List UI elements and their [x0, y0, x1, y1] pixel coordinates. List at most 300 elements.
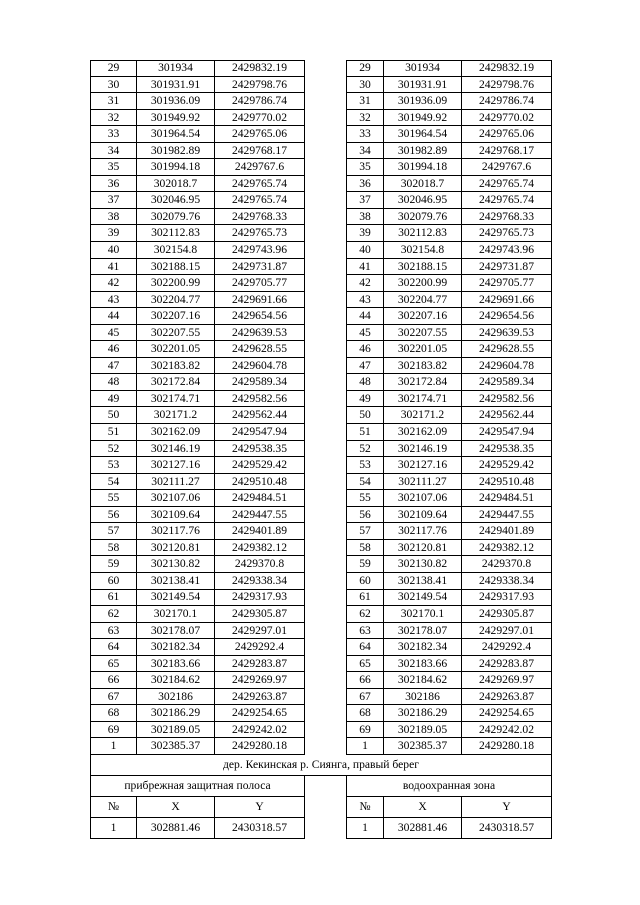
y-coordinate-right: 2429292.4 — [462, 639, 552, 656]
y-coordinate-right: 2429770.02 — [462, 110, 552, 127]
y-coordinate-left: 2429604.78 — [215, 358, 305, 375]
column-gap — [305, 176, 346, 193]
column-gap — [305, 623, 346, 640]
column-header-row — [90, 797, 552, 818]
point-number-right: 52 — [346, 441, 384, 458]
x-coordinate-right: 302172.84 — [384, 374, 462, 391]
point-number-right: 34 — [346, 143, 384, 160]
column-gap — [305, 391, 346, 408]
point-number-left: 66 — [90, 672, 137, 689]
point-number-right: 41 — [346, 259, 384, 276]
coordinates-document — [90, 60, 552, 839]
point-number-left: 64 — [90, 639, 137, 656]
column-gap — [305, 292, 346, 309]
final-num-left: 1 — [90, 818, 137, 839]
point-number-right: 67 — [346, 689, 384, 706]
x-coordinate-right: 302127.16 — [384, 457, 462, 474]
x-coordinate-right: 302154.8 — [384, 242, 462, 259]
y-coordinate-right: 2429604.78 — [462, 358, 552, 375]
column-gap — [305, 523, 346, 540]
column-gap — [305, 325, 346, 342]
y-coordinate-left: 2429765.06 — [215, 126, 305, 143]
x-coordinate-right: 302130.82 — [384, 556, 462, 573]
y-coordinate-left: 2429786.74 — [215, 93, 305, 110]
table-row — [90, 474, 552, 491]
column-gap — [305, 424, 346, 441]
y-coordinate-left: 2429798.76 — [215, 77, 305, 94]
column-gap — [305, 275, 346, 292]
x-coordinate-left: 302207.16 — [137, 308, 215, 325]
y-coordinate-left: 2429768.33 — [215, 209, 305, 226]
point-number-right: 45 — [346, 325, 384, 342]
point-number-left: 61 — [90, 590, 137, 607]
x-coordinate-right: 302183.66 — [384, 656, 462, 673]
point-number-right: 64 — [346, 639, 384, 656]
x-coordinate-left: 302079.76 — [137, 209, 215, 226]
x-coordinate-left: 301982.89 — [137, 143, 215, 160]
column-gap — [305, 225, 346, 242]
table-row — [90, 573, 552, 590]
table-row — [90, 325, 552, 342]
point-number-right: 42 — [346, 275, 384, 292]
point-number-right: 60 — [346, 573, 384, 590]
point-number-left: 43 — [90, 292, 137, 309]
y-coordinate-right: 2429786.74 — [462, 93, 552, 110]
table-row — [90, 556, 552, 573]
y-coordinate-right: 2429547.94 — [462, 424, 552, 441]
column-gap — [305, 209, 346, 226]
column-gap — [305, 358, 346, 375]
x-coordinate-right: 302188.15 — [384, 259, 462, 276]
point-number-left: 36 — [90, 176, 137, 193]
x-coordinate-right: 302182.34 — [384, 639, 462, 656]
point-number-right: 65 — [346, 656, 384, 673]
y-coordinate-right: 2429283.87 — [462, 656, 552, 673]
y-coordinate-left: 2429283.87 — [215, 656, 305, 673]
x-coordinate-right: 302149.54 — [384, 590, 462, 607]
point-number-left: 32 — [90, 110, 137, 127]
point-number-left: 33 — [90, 126, 137, 143]
x-coordinate-right: 301949.92 — [384, 110, 462, 127]
x-coordinate-left: 302182.34 — [137, 639, 215, 656]
point-number-right: 50 — [346, 407, 384, 424]
point-number-right: 49 — [346, 391, 384, 408]
point-number-left: 54 — [90, 474, 137, 491]
point-number-left: 50 — [90, 407, 137, 424]
y-coordinate-left: 2429447.55 — [215, 507, 305, 524]
table-row — [90, 77, 552, 94]
final-row — [90, 818, 552, 839]
x-coordinate-left: 302117.76 — [137, 523, 215, 540]
y-coordinate-left: 2429639.53 — [215, 325, 305, 342]
y-header-right: Y — [462, 797, 552, 818]
column-gap — [305, 722, 346, 739]
point-number-right: 62 — [346, 606, 384, 623]
x-coordinate-left: 301949.92 — [137, 110, 215, 127]
table-row — [90, 705, 552, 722]
x-coordinate-left: 302184.62 — [137, 672, 215, 689]
point-number-left: 53 — [90, 457, 137, 474]
point-number-left: 52 — [90, 441, 137, 458]
y-coordinate-right: 2429338.34 — [462, 573, 552, 590]
y-coordinate-left: 2429770.02 — [215, 110, 305, 127]
column-gap — [305, 705, 346, 722]
table-row — [90, 292, 552, 309]
y-coordinate-left: 2429765.74 — [215, 176, 305, 193]
y-coordinate-right: 2429765.73 — [462, 225, 552, 242]
point-number-right: 46 — [346, 341, 384, 358]
x-coordinate-left: 302162.09 — [137, 424, 215, 441]
point-number-right: 54 — [346, 474, 384, 491]
point-number-right: 55 — [346, 490, 384, 507]
y-coordinate-left: 2429547.94 — [215, 424, 305, 441]
y-coordinate-right: 2429798.76 — [462, 77, 552, 94]
column-gap — [305, 192, 346, 209]
point-number-left: 55 — [90, 490, 137, 507]
x-coordinate-right: 302207.55 — [384, 325, 462, 342]
table-row — [90, 341, 552, 358]
table-row — [90, 722, 552, 739]
y-coordinate-right: 2429263.87 — [462, 689, 552, 706]
point-number-right: 30 — [346, 77, 384, 94]
x-coordinate-left: 302174.71 — [137, 391, 215, 408]
table-row — [90, 259, 552, 276]
y-coordinate-right: 2429768.17 — [462, 143, 552, 160]
y-coordinate-left: 2429731.87 — [215, 259, 305, 276]
y-coordinate-left: 2429589.34 — [215, 374, 305, 391]
point-number-right: 63 — [346, 623, 384, 640]
x-coordinate-right: 302046.95 — [384, 192, 462, 209]
x-coordinate-left: 302146.19 — [137, 441, 215, 458]
table-row — [90, 391, 552, 408]
column-gap — [305, 573, 346, 590]
y-coordinate-left: 2429765.73 — [215, 225, 305, 242]
y-coordinate-left: 2429401.89 — [215, 523, 305, 540]
point-number-left: 29 — [90, 60, 137, 77]
column-gap — [305, 110, 346, 127]
table-row — [90, 143, 552, 160]
x-coordinate-right: 301931.91 — [384, 77, 462, 94]
point-number-left: 49 — [90, 391, 137, 408]
point-number-left: 59 — [90, 556, 137, 573]
point-number-right: 33 — [346, 126, 384, 143]
num-header-left: № — [90, 797, 137, 818]
column-gap — [305, 738, 346, 755]
table-row — [90, 457, 552, 474]
table-row — [90, 159, 552, 176]
x-coordinate-right: 302201.05 — [384, 341, 462, 358]
x-coordinate-left: 302172.84 — [137, 374, 215, 391]
column-gap — [305, 656, 346, 673]
y-coordinate-right: 2429280.18 — [462, 738, 552, 755]
table-row — [90, 407, 552, 424]
x-coordinate-left: 302186 — [137, 689, 215, 706]
point-number-right: 48 — [346, 374, 384, 391]
point-number-left: 1 — [90, 738, 137, 755]
point-number-right: 36 — [346, 176, 384, 193]
table-row — [90, 590, 552, 607]
table-row — [90, 308, 552, 325]
y-coordinate-right: 2429447.55 — [462, 507, 552, 524]
y-coordinate-right: 2429654.56 — [462, 308, 552, 325]
y-coordinate-left: 2429705.77 — [215, 275, 305, 292]
table-row — [90, 93, 552, 110]
section-title: дер. Кекинская р. Сиянга, правый берег — [90, 755, 552, 776]
table-row — [90, 60, 552, 77]
x-coordinate-left: 302046.95 — [137, 192, 215, 209]
column-gap — [305, 540, 346, 557]
x-coordinate-left: 302149.54 — [137, 590, 215, 607]
point-number-left: 56 — [90, 507, 137, 524]
section-title-row — [90, 755, 552, 776]
x-coordinate-left: 302127.16 — [137, 457, 215, 474]
y-coordinate-left: 2429292.4 — [215, 639, 305, 656]
x-coordinate-right: 302112.83 — [384, 225, 462, 242]
table-row — [90, 606, 552, 623]
y-coordinate-right: 2429705.77 — [462, 275, 552, 292]
point-number-right: 66 — [346, 672, 384, 689]
y-coordinate-right: 2429765.74 — [462, 176, 552, 193]
zone-titles-row — [90, 776, 552, 797]
y-coordinate-right: 2429731.87 — [462, 259, 552, 276]
x-coordinate-right: 302120.81 — [384, 540, 462, 557]
y-coordinate-left: 2429297.01 — [215, 623, 305, 640]
y-coordinate-left: 2429628.55 — [215, 341, 305, 358]
point-number-left: 39 — [90, 225, 137, 242]
final-x-left: 302881.46 — [137, 818, 215, 839]
x-coordinate-left: 302154.8 — [137, 242, 215, 259]
column-gap — [305, 308, 346, 325]
column-gap — [305, 93, 346, 110]
y-coordinate-left: 2429305.87 — [215, 606, 305, 623]
y-coordinate-left: 2429254.65 — [215, 705, 305, 722]
x-coordinate-left: 302186.29 — [137, 705, 215, 722]
y-coordinate-right: 2429484.51 — [462, 490, 552, 507]
y-coordinate-left: 2429767.6 — [215, 159, 305, 176]
x-coordinate-right: 302189.05 — [384, 722, 462, 739]
x-coordinate-left: 302189.05 — [137, 722, 215, 739]
x-coordinate-right: 302183.82 — [384, 358, 462, 375]
final-num-right: 1 — [346, 818, 384, 839]
point-number-right: 57 — [346, 523, 384, 540]
table-row — [90, 275, 552, 292]
column-gap — [305, 490, 346, 507]
y-coordinate-left: 2429484.51 — [215, 490, 305, 507]
table-row — [90, 225, 552, 242]
column-gap — [305, 507, 346, 524]
point-number-left: 38 — [90, 209, 137, 226]
y-coordinate-right: 2429767.6 — [462, 159, 552, 176]
y-coordinate-right: 2429317.93 — [462, 590, 552, 607]
point-number-right: 59 — [346, 556, 384, 573]
y-coordinate-left: 2429242.02 — [215, 722, 305, 739]
table-row — [90, 110, 552, 127]
y-coordinate-right: 2429832.19 — [462, 60, 552, 77]
y-coordinate-right: 2429765.74 — [462, 192, 552, 209]
point-number-left: 60 — [90, 573, 137, 590]
y-coordinate-left: 2429370.8 — [215, 556, 305, 573]
y-coordinate-right: 2429401.89 — [462, 523, 552, 540]
table-row — [90, 441, 552, 458]
y-coordinate-left: 2429654.56 — [215, 308, 305, 325]
x-coordinate-right: 302162.09 — [384, 424, 462, 441]
x-coordinate-right: 302184.62 — [384, 672, 462, 689]
x-coordinate-left: 302204.77 — [137, 292, 215, 309]
point-number-right: 58 — [346, 540, 384, 557]
x-coordinate-left: 302183.82 — [137, 358, 215, 375]
x-header-right: X — [384, 797, 462, 818]
y-coordinate-right: 2429628.55 — [462, 341, 552, 358]
x-coordinate-right: 301936.09 — [384, 93, 462, 110]
column-gap — [305, 672, 346, 689]
y-coordinate-left: 2429338.34 — [215, 573, 305, 590]
x-coordinate-left: 302200.99 — [137, 275, 215, 292]
x-coordinate-right: 302204.77 — [384, 292, 462, 309]
y-coordinate-left: 2429269.97 — [215, 672, 305, 689]
x-coordinate-left: 301936.09 — [137, 93, 215, 110]
y-coordinate-right: 2429382.12 — [462, 540, 552, 557]
x-coordinate-left: 302201.05 — [137, 341, 215, 358]
x-coordinate-right: 302170.1 — [384, 606, 462, 623]
column-gap — [305, 242, 346, 259]
column-gap — [305, 457, 346, 474]
x-coordinate-left: 302018.7 — [137, 176, 215, 193]
point-number-left: 45 — [90, 325, 137, 342]
x-coordinate-right: 302186.29 — [384, 705, 462, 722]
table-row — [90, 424, 552, 441]
final-x-right: 302881.46 — [384, 818, 462, 839]
table-row — [90, 176, 552, 193]
y-coordinate-right: 2429768.33 — [462, 209, 552, 226]
y-coordinate-right: 2429538.35 — [462, 441, 552, 458]
x-coordinate-left: 302207.55 — [137, 325, 215, 342]
column-gap — [305, 474, 346, 491]
x-coordinate-left: 301994.18 — [137, 159, 215, 176]
table-row — [90, 490, 552, 507]
y-coordinate-right: 2429529.42 — [462, 457, 552, 474]
x-coordinate-left: 302130.82 — [137, 556, 215, 573]
column-gap — [305, 143, 346, 160]
x-coordinate-right: 302117.76 — [384, 523, 462, 540]
x-coordinate-right: 302107.06 — [384, 490, 462, 507]
point-number-right: 39 — [346, 225, 384, 242]
point-number-right: 37 — [346, 192, 384, 209]
y-coordinate-right: 2429254.65 — [462, 705, 552, 722]
x-coordinate-left: 302171.2 — [137, 407, 215, 424]
point-number-left: 35 — [90, 159, 137, 176]
y-coordinate-right: 2429639.53 — [462, 325, 552, 342]
table-row — [90, 672, 552, 689]
x-coordinate-left: 302183.66 — [137, 656, 215, 673]
x-coordinate-left: 302109.64 — [137, 507, 215, 524]
point-number-left: 42 — [90, 275, 137, 292]
point-number-right: 1 — [346, 738, 384, 755]
column-gap — [305, 374, 346, 391]
x-coordinate-left: 301934 — [137, 60, 215, 77]
x-header-left: X — [137, 797, 215, 818]
x-coordinate-right: 302207.16 — [384, 308, 462, 325]
y-coordinate-left: 2429510.48 — [215, 474, 305, 491]
point-number-right: 35 — [346, 159, 384, 176]
x-coordinate-right: 302146.19 — [384, 441, 462, 458]
column-gap — [305, 60, 346, 77]
table-row — [90, 358, 552, 375]
y-coordinate-left: 2429538.35 — [215, 441, 305, 458]
x-coordinate-left: 302107.06 — [137, 490, 215, 507]
x-coordinate-left: 301964.54 — [137, 126, 215, 143]
point-number-right: 53 — [346, 457, 384, 474]
point-number-right: 47 — [346, 358, 384, 375]
point-number-left: 67 — [90, 689, 137, 706]
y-coordinate-right: 2429370.8 — [462, 556, 552, 573]
y-coordinate-right: 2429297.01 — [462, 623, 552, 640]
point-number-left: 46 — [90, 341, 137, 358]
column-gap — [305, 407, 346, 424]
point-number-right: 40 — [346, 242, 384, 259]
x-coordinate-left: 302120.81 — [137, 540, 215, 557]
x-coordinate-right: 302178.07 — [384, 623, 462, 640]
table-row — [90, 523, 552, 540]
y-coordinate-left: 2429765.74 — [215, 192, 305, 209]
x-coordinate-right: 302385.37 — [384, 738, 462, 755]
x-coordinate-left: 302188.15 — [137, 259, 215, 276]
table-row — [90, 540, 552, 557]
y-coordinate-left: 2429768.17 — [215, 143, 305, 160]
point-number-left: 62 — [90, 606, 137, 623]
x-coordinate-right: 301964.54 — [384, 126, 462, 143]
coordinate-table — [90, 60, 552, 755]
x-coordinate-right: 302171.2 — [384, 407, 462, 424]
column-gap — [305, 441, 346, 458]
final-y-left: 2430318.57 — [215, 818, 305, 839]
column-gap — [305, 77, 346, 94]
x-coordinate-right: 301982.89 — [384, 143, 462, 160]
table-row — [90, 374, 552, 391]
y-coordinate-right: 2429305.87 — [462, 606, 552, 623]
x-coordinate-right: 302138.41 — [384, 573, 462, 590]
table-row — [90, 209, 552, 226]
y-coordinate-right: 2429589.34 — [462, 374, 552, 391]
table-row — [90, 192, 552, 209]
table-row — [90, 738, 552, 755]
left-zone-title: прибрежная защитная полоса — [90, 776, 305, 797]
column-gap — [305, 606, 346, 623]
y-coordinate-right: 2429582.56 — [462, 391, 552, 408]
final-y-right: 2430318.57 — [462, 818, 552, 839]
point-number-left: 63 — [90, 623, 137, 640]
table-row — [90, 639, 552, 656]
column-gap — [305, 556, 346, 573]
point-number-left: 68 — [90, 705, 137, 722]
x-coordinate-left: 302385.37 — [137, 738, 215, 755]
column-gap — [305, 259, 346, 276]
y-header-left: Y — [215, 797, 305, 818]
point-number-left: 58 — [90, 540, 137, 557]
table-row — [90, 242, 552, 259]
x-coordinate-right: 302186 — [384, 689, 462, 706]
table-row — [90, 689, 552, 706]
y-coordinate-right: 2429743.96 — [462, 242, 552, 259]
table-row — [90, 126, 552, 143]
point-number-left: 69 — [90, 722, 137, 739]
point-number-left: 57 — [90, 523, 137, 540]
point-number-right: 69 — [346, 722, 384, 739]
point-number-right: 29 — [346, 60, 384, 77]
table-row — [90, 507, 552, 524]
y-coordinate-left: 2429832.19 — [215, 60, 305, 77]
x-coordinate-right: 302174.71 — [384, 391, 462, 408]
x-coordinate-right: 302018.7 — [384, 176, 462, 193]
